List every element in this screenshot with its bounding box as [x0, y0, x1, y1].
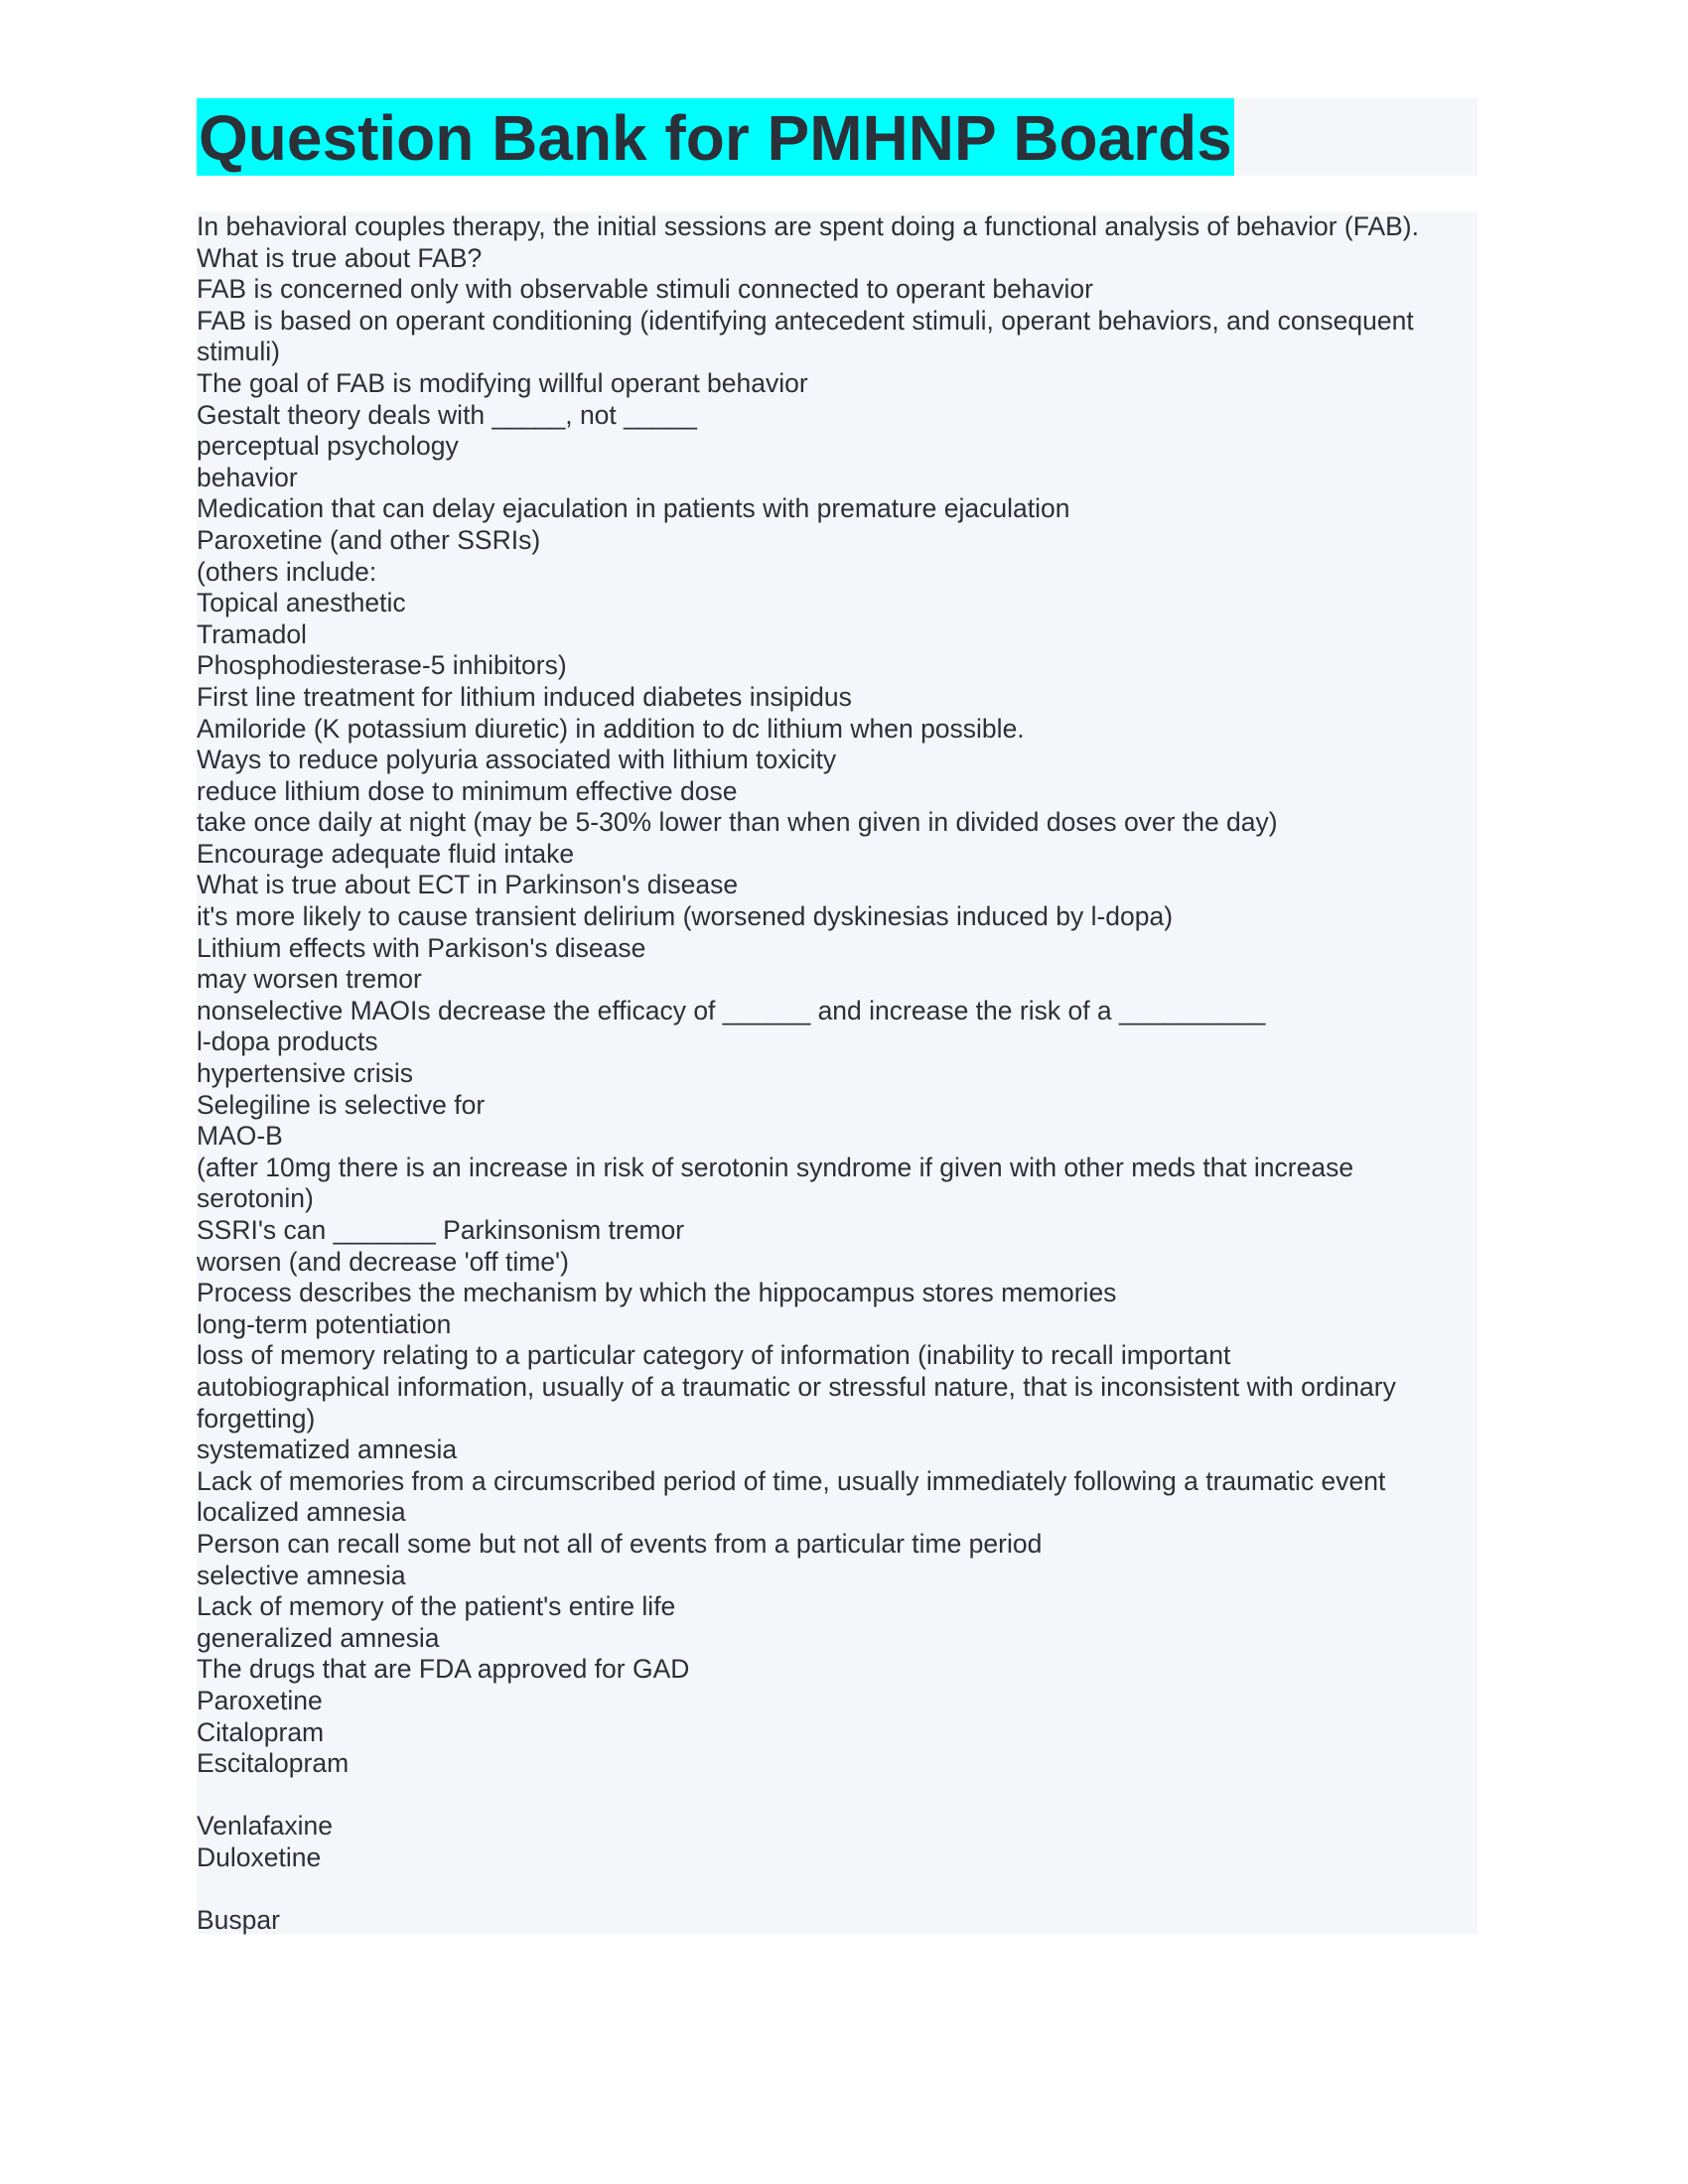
text-line: Escitalopram — [197, 1748, 350, 1779]
text-line: Buspar — [197, 1905, 280, 1936]
text-line: FAB is based on operant conditioning (identifying antecedent stimuli, operant behaviors, and consequent — [197, 305, 1414, 336]
text-line: behavior — [197, 462, 298, 492]
text-line: (others include: — [197, 556, 377, 587]
text-line: Lack of memories from a circumscribed period of time, usually immediately following a traumatic event — [197, 1465, 1386, 1496]
text-line: Citalopram — [197, 1716, 325, 1747]
text-line: Paroxetine (and other SSRIs) — [197, 524, 541, 555]
text-line: Tramadol — [197, 618, 307, 649]
text-line: selective amnesia — [197, 1560, 406, 1590]
blank-line — [197, 1873, 1477, 1905]
text-line: Gestalt theory deals with _____, not _____ — [197, 399, 697, 430]
text-line: it's more likely to cause transient delirium (worsened dyskinesias induced by l-dopa) — [197, 901, 1174, 932]
text-line: Venlafaxine — [197, 1811, 334, 1842]
text-line: l-dopa products — [197, 1026, 378, 1057]
text-line: worsen (and decrease 'off time') — [197, 1246, 569, 1277]
text-line: perceptual psychology — [197, 431, 459, 462]
text-line: First line treatment for lithium induced diabetes insipidus — [197, 681, 852, 712]
text-line: Medication that can delay ejaculation in patients with premature ejaculation — [197, 493, 1070, 524]
text-line: hypertensive crisis — [197, 1058, 413, 1089]
text-line: reduce lithium dose to minimum effective dose — [197, 775, 738, 806]
text-line: MAO-B — [197, 1121, 283, 1152]
text-line: Selegiline is selective for — [197, 1089, 486, 1120]
text-line: (after 10mg there is an increase in risk of serotonin syndrome if given with other meds that increase — [197, 1152, 1354, 1182]
text-line: In behavioral couples therapy, the initial sessions are spent doing a functional analysis of behavior (FAB). — [197, 211, 1419, 241]
title-band — [197, 98, 1477, 176]
page-title: Question Bank for PMHNP Boards — [197, 98, 1234, 176]
text-line: take once daily at night (may be 5-30% lower than when given in divided doses over the day) — [197, 807, 1278, 838]
text-line: SSRI's can _______ Parkinsonism tremor — [197, 1215, 685, 1245]
text-line: generalized amnesia — [197, 1622, 440, 1653]
text-line: may worsen tremor — [197, 964, 422, 995]
text-line: What is true about ECT in Parkinson's disease — [197, 870, 739, 900]
text-line: autobiographical information, usually of a traumatic or stressful nature, that is inconsistent with ordinary — [197, 1371, 1396, 1402]
text-line: localized amnesia — [197, 1497, 406, 1528]
text-line: systematized amnesia — [197, 1434, 458, 1465]
text-line: FAB is concerned only with observable stimuli connected to operant behavior — [197, 274, 1093, 305]
text-line: Paroxetine — [197, 1685, 323, 1715]
text-line: Lithium effects with Parkison's disease — [197, 932, 646, 963]
text-line: Amiloride (K potassium diuretic) in addition to dc lithium when possible. — [197, 713, 1025, 744]
text-line: The goal of FAB is modifying willful operant behavior — [197, 367, 808, 398]
text-line: long-term potentiation — [197, 1308, 452, 1339]
text-line: Ways to reduce polyuria associated with lithium toxicity — [197, 745, 837, 775]
text-line: nonselective MAOIs decrease the efficacy of ______ and increase the risk of a __________ — [197, 995, 1266, 1025]
text-lines — [197, 211, 1477, 1937]
text-line: Process describes the mechanism by which the hippocampus stores memories — [197, 1278, 1117, 1308]
text-line: Phosphodiesterase-5 inhibitors) — [197, 650, 567, 681]
text-line: Person can recall some but not all of events from a particular time period — [197, 1528, 1043, 1559]
text-line: The drugs that are FDA approved for GAD — [197, 1654, 690, 1685]
document-body — [197, 211, 1477, 1934]
text-line: serotonin) — [197, 1183, 314, 1214]
text-line: stimuli) — [197, 337, 280, 367]
text-line: loss of memory relating to a particular category of information (inability to recall important — [197, 1340, 1231, 1371]
text-line: forgetting) — [197, 1403, 316, 1433]
text-line: Duloxetine — [197, 1842, 322, 1872]
blank-line — [197, 1780, 1477, 1812]
text-line: What is true about FAB? — [197, 242, 483, 273]
text-line: Encourage adequate fluid intake — [197, 838, 575, 869]
text-line: Lack of memory of the patient's entire life — [197, 1591, 676, 1622]
text-line: Topical anesthetic — [197, 588, 406, 618]
